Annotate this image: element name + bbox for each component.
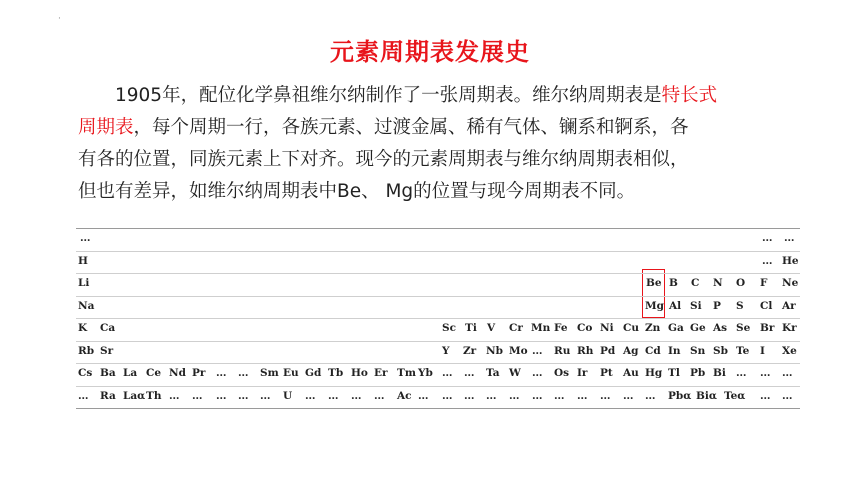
element-cell: Ta (486, 367, 500, 379)
element-cell: Mg (645, 299, 664, 312)
table-row (76, 386, 800, 408)
element-cell: Tb (328, 367, 344, 379)
element-cell: … (736, 367, 747, 379)
element-cell: H (78, 254, 88, 267)
element-cell: Ti (465, 322, 477, 334)
element-cell: P (713, 299, 721, 312)
element-cell: … (623, 389, 634, 402)
element-cell: Tm (397, 367, 416, 379)
table-rule (76, 408, 800, 409)
element-cell: … (509, 389, 520, 402)
element-cell: Kr (782, 322, 797, 334)
element-cell: Teα (724, 389, 746, 402)
element-cell: … (486, 389, 497, 402)
table-row (76, 318, 800, 340)
element-cell: Nb (486, 344, 503, 357)
element-cell: Se (736, 322, 751, 334)
paragraph-line-2 (78, 112, 818, 144)
element-cell: Ra (100, 389, 116, 402)
element-cell: Hg (645, 367, 663, 379)
element-cell: Y (442, 344, 450, 357)
element-cell: C (691, 277, 700, 289)
element-cell: Rb (78, 344, 95, 357)
element-cell: Ho (351, 367, 368, 379)
element-cell: … (782, 389, 793, 402)
element-cell: … (532, 367, 543, 379)
element-cell: … (80, 232, 91, 244)
element-cell: … (374, 389, 385, 402)
highlight-term-cont: 周期表 (78, 117, 134, 138)
element-cell: Zn (645, 322, 661, 334)
element-cell: Li (78, 277, 90, 289)
table-row (76, 296, 800, 318)
element-cell: La (123, 367, 138, 379)
element-cell: Yb (418, 367, 433, 379)
table-row (76, 363, 800, 385)
element-cell: Ac (397, 389, 412, 402)
page-title: 元素周期表发展史 (330, 37, 530, 66)
paragraph-line-2-text: ，每个周期一行，各族元素、过渡金属、稀有气体、镧系和锕系，各 (133, 117, 689, 138)
element-cell: N (713, 277, 723, 289)
table-row (76, 273, 800, 295)
element-cell: Ba (100, 367, 116, 379)
element-cell: Pb (690, 367, 706, 379)
element-cell: Eu (283, 367, 299, 379)
element-cell: Pbα (668, 389, 692, 402)
element-cell: … (216, 389, 227, 402)
element-cell: … (782, 367, 793, 379)
element-cell: … (192, 389, 203, 402)
element-cell: … (554, 389, 565, 402)
element-cell: Au (623, 367, 639, 379)
element-cell: Ne (782, 277, 799, 289)
element-cell: Laα (123, 389, 146, 402)
element-cell: Rh (577, 344, 594, 357)
element-cell: Ag (623, 344, 639, 357)
element-cell: Cl (760, 299, 773, 312)
element-cell: … (260, 389, 271, 402)
element-cell: Biα (696, 389, 717, 402)
element-cell: Ni (600, 322, 614, 334)
element-cell: … (532, 389, 543, 402)
element-cell: Er (374, 367, 388, 379)
element-cell: Pt (600, 367, 613, 379)
element-cell: … (305, 389, 316, 402)
element-cell: Gd (305, 367, 322, 379)
table-row (76, 341, 800, 363)
element-cell: … (238, 367, 249, 379)
element-cell: … (238, 389, 249, 402)
element-cell: … (216, 367, 227, 379)
element-cell: … (351, 389, 362, 402)
element-cell: … (532, 344, 543, 357)
element-cell: Xe (782, 344, 797, 357)
element-cell: Pr (192, 367, 206, 379)
element-cell: Te (736, 344, 750, 357)
paragraph-line-1-text: 1905年，配位化学鼻祖维尔纳制作了一张周期表。维尔纳周期表是 (115, 85, 662, 106)
element-cell: … (418, 389, 429, 402)
element-cell: … (762, 254, 773, 267)
element-cell: S (736, 299, 744, 312)
element-cell: … (645, 389, 656, 402)
body-paragraph (78, 80, 818, 208)
element-cell: Cr (509, 322, 523, 334)
element-cell: … (762, 232, 773, 244)
element-cell: U (283, 389, 293, 402)
element-cell: Fe (554, 322, 568, 334)
table-row (76, 228, 800, 250)
paragraph-line-4: 但也有差异，如维尔纳周期表中Be、 Mg的位置与现今周期表不同。 (78, 181, 636, 202)
element-cell: I (760, 344, 765, 357)
element-cell: … (784, 232, 795, 244)
element-cell: Mn (531, 322, 551, 334)
element-cell: Na (78, 299, 95, 312)
element-cell: B (669, 277, 678, 289)
element-cell: Sm (260, 367, 279, 379)
highlight-term: 特长式 (661, 85, 718, 106)
element-cell: Cd (645, 344, 661, 357)
element-cell: Ir (577, 367, 588, 379)
element-cell: O (736, 277, 746, 289)
element-cell: … (328, 389, 339, 402)
element-cell: … (464, 367, 475, 379)
element-cell: Zr (463, 344, 477, 357)
element-cell: … (442, 367, 453, 379)
element-cell: In (668, 344, 681, 357)
element-cell: Be (646, 277, 662, 289)
element-cell: Nd (169, 367, 186, 379)
element-cell: Ca (100, 322, 116, 334)
paragraph-line-3: 有各的位置，同族元素上下对齐。现今的元素周期表与维尔纳周期表相似， (78, 149, 689, 170)
element-cell: As (713, 322, 728, 334)
element-cell: Cs (78, 367, 93, 379)
element-cell: Bi (713, 367, 726, 379)
element-cell: … (442, 389, 453, 402)
element-cell: Tl (668, 367, 680, 379)
element-cell: K (78, 322, 88, 334)
element-cell: Co (577, 322, 593, 334)
element-cell: Ar (782, 299, 796, 312)
element-cell: Sn (690, 344, 706, 357)
element-cell: Sr (100, 344, 114, 357)
element-cell: … (577, 389, 588, 402)
element-cell: Ga (668, 322, 684, 334)
element-cell: Ce (146, 367, 162, 379)
element-cell: Th (146, 389, 162, 402)
element-cell: … (600, 389, 611, 402)
element-cell: Ge (690, 322, 706, 334)
element-cell: V (487, 322, 496, 334)
element-cell: Br (760, 322, 775, 334)
werner-periodic-table (76, 228, 800, 410)
corner-mark: · (58, 14, 61, 24)
element-cell: Os (554, 367, 570, 379)
element-cell: F (760, 277, 768, 289)
element-cell: … (760, 367, 771, 379)
table-row (76, 251, 800, 273)
element-cell: … (169, 389, 180, 402)
element-cell: He (782, 254, 799, 267)
element-cell: … (464, 389, 475, 402)
element-cell: Ru (554, 344, 571, 357)
element-cell: … (78, 389, 89, 402)
element-cell: Sc (442, 322, 456, 334)
element-cell: W (509, 367, 521, 379)
element-cell: Cu (623, 322, 639, 334)
element-cell: Si (690, 299, 702, 312)
element-cell: Pd (600, 344, 616, 357)
paragraph-line-1 (78, 80, 818, 112)
element-cell: … (760, 389, 771, 402)
element-cell: Sb (713, 344, 728, 357)
element-cell: Al (669, 299, 682, 312)
element-cell: Mo (509, 344, 528, 357)
